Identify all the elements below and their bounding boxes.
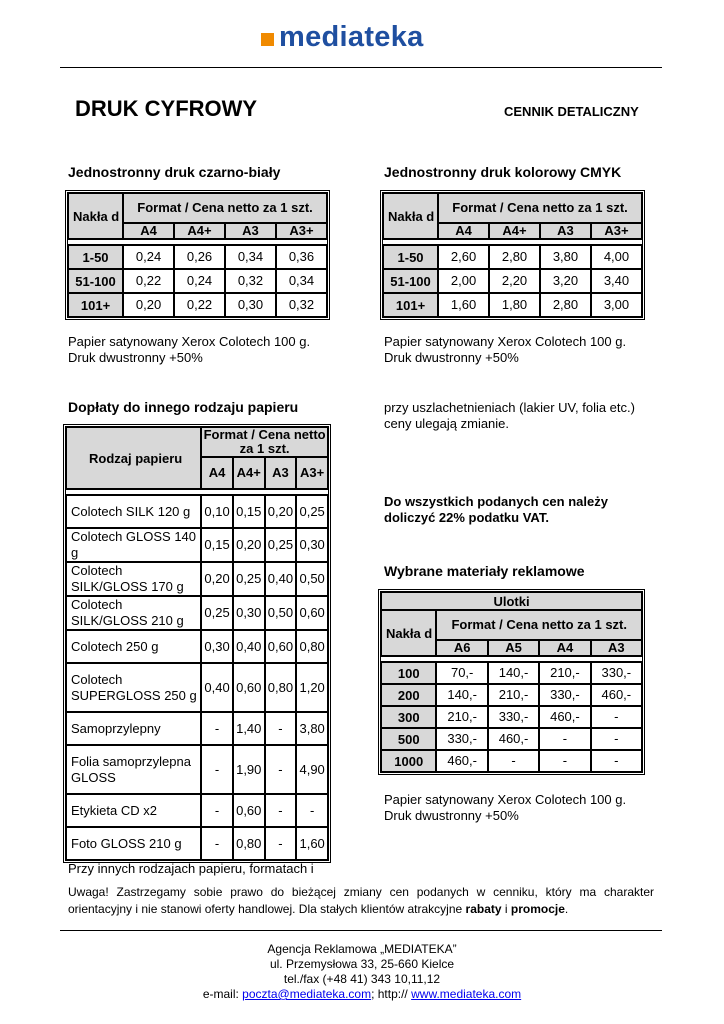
qty-label: 200 (381, 684, 436, 706)
value-cell: 0,30 (225, 293, 276, 317)
table-row (381, 684, 642, 706)
top-divider (60, 67, 662, 68)
qty-label: 1-50 (68, 245, 123, 269)
value-cell: 0,50 (265, 596, 297, 630)
value-cell: 4,90 (296, 745, 328, 794)
value-cell: 0,30 (296, 528, 328, 562)
value-cell: 140,- (488, 662, 539, 684)
value-cell: 2,80 (540, 293, 591, 317)
table-row (68, 245, 327, 269)
format-group-header: Format / Cena netto za 1 szt. (436, 610, 642, 640)
qty-header: Nakła d (68, 193, 123, 239)
table-row (66, 663, 328, 712)
value-cell: 330,- (488, 706, 539, 728)
disclaimer-text: Uwaga! Zastrzegamy sobie prawo do bieżącej zmiany cen podanych w cenniku, który ma charakter orientacyjny i nie stanowi oferty handlowej. Dla stałych klientów atrakcyjne (68, 885, 654, 916)
uv-note: przy uszlachetnieniach (lakier UV, folia etc.) ceny ulegają zmianie. (384, 400, 635, 431)
format-header: A5 (488, 640, 539, 656)
value-cell: 210,- (436, 706, 487, 728)
table-header-row (383, 193, 642, 223)
footer-email-label: e-mail: (202, 987, 243, 1001)
value-cell: 330,- (539, 684, 590, 706)
vat-note: Do wszystkich podanych cen należy doliczyć 22% podatku VAT. (384, 494, 608, 525)
format-header: A4 (539, 640, 590, 656)
value-cell: 0,30 (201, 630, 233, 663)
qty-label: 100 (381, 662, 436, 684)
value-cell: 140,- (436, 684, 487, 706)
footer-address: ul. Przemysłowa 33, 25-660 Kielce (269, 957, 455, 971)
value-cell: - (591, 728, 642, 750)
qty-label: 101+ (383, 293, 438, 317)
value-cell: 460,- (591, 684, 642, 706)
value-cell: 330,- (591, 662, 642, 684)
color-note (384, 334, 626, 366)
value-cell: 0,15 (201, 528, 233, 562)
value-cell: 2,80 (489, 245, 540, 269)
value-cell: 0,24 (123, 245, 174, 269)
disclaimer-promocje: promocje (510, 902, 565, 916)
value-cell: 0,32 (276, 293, 327, 317)
value-cell: 3,80 (296, 712, 328, 745)
footer-contact (0, 987, 724, 1002)
value-cell: - (201, 745, 233, 794)
table-row (68, 269, 327, 293)
qty-header: Nakła d (381, 610, 436, 656)
value-cell: 460,- (436, 750, 487, 772)
value-cell: - (201, 827, 233, 860)
value-cell: - (539, 728, 590, 750)
format-header: A6 (436, 640, 487, 656)
value-cell: 0,32 (225, 269, 276, 293)
paper-name: Foto GLOSS 210 g (66, 827, 201, 860)
value-cell: 3,40 (591, 269, 642, 293)
format-group-header: Format / Cena netto za 1 szt. (201, 427, 328, 457)
paper-name: Colotech SILK 120 g (66, 495, 201, 528)
table-header-row (66, 427, 328, 457)
value-cell: 0,50 (296, 562, 328, 596)
qty-label: 1000 (381, 750, 436, 772)
ads-note (384, 792, 626, 824)
value-cell: - (591, 706, 642, 728)
website-link[interactable]: www.mediateka.com (411, 987, 522, 1001)
paper-heading: Dopłaty do innego rodzaju papieru (68, 399, 299, 415)
bw-note-paper: Papier satynowany Xerox Colotech 100 g. (68, 334, 311, 349)
format-header: A4+ (489, 223, 540, 239)
table-header-row (381, 610, 642, 640)
format-header: A3+ (591, 223, 642, 239)
bw-price-table (65, 190, 330, 320)
paper-name: Colotech SILK/GLOSS 170 g (66, 562, 201, 596)
disclaimer-end: . (564, 902, 569, 916)
value-cell: 1,20 (296, 663, 328, 712)
value-cell: 0,24 (174, 269, 225, 293)
value-cell: 0,25 (201, 596, 233, 630)
value-cell: - (265, 794, 297, 827)
value-cell: 0,30 (233, 596, 265, 630)
table-row (381, 750, 642, 772)
footer-agency: Agencja Reklamowa „MEDIATEKA” (267, 942, 457, 956)
qty-label: 300 (381, 706, 436, 728)
value-cell: 0,80 (296, 630, 328, 663)
qty-label: 500 (381, 728, 436, 750)
value-cell: 330,- (436, 728, 487, 750)
disclaimer-mid: i (501, 902, 511, 916)
footer-phone: tel./fax (+48 41) 343 10,11,12 (283, 972, 441, 986)
format-group-header: Format / Cena netto za 1 szt. (123, 193, 327, 223)
value-cell: 1,60 (438, 293, 489, 317)
value-cell: 0,36 (276, 245, 327, 269)
table-row (383, 245, 642, 269)
value-cell: - (265, 712, 297, 745)
table-row (66, 528, 328, 562)
qty-label: 1-50 (383, 245, 438, 269)
qty-header: Nakła d (383, 193, 438, 239)
value-cell: 2,20 (489, 269, 540, 293)
value-cell: 1,40 (233, 712, 265, 745)
value-cell: 0,40 (233, 630, 265, 663)
value-cell: 4,00 (591, 245, 642, 269)
bw-note (68, 334, 310, 366)
value-cell: 0,26 (174, 245, 225, 269)
value-cell: 210,- (488, 684, 539, 706)
page-title: DRUK CYFROWY (75, 96, 258, 121)
value-cell: 210,- (539, 662, 590, 684)
table-row (66, 745, 328, 794)
paper-name: Colotech SUPERGLOSS 250 g (66, 663, 201, 712)
table-title-row (381, 592, 642, 610)
value-cell: - (539, 750, 590, 772)
table-row (381, 706, 642, 728)
logo-square-icon (261, 33, 274, 46)
disclaimer (68, 884, 654, 918)
value-cell: 0,60 (296, 596, 328, 630)
ads-note-paper: Papier satynowany Xerox Colotech 100 g. (384, 792, 627, 807)
table-row (383, 293, 642, 317)
ads-note-duplex: Druk dwustronny +50% (384, 808, 519, 823)
value-cell: 0,40 (201, 663, 233, 712)
value-cell: 460,- (488, 728, 539, 750)
format-header: A3 (540, 223, 591, 239)
value-cell: - (591, 750, 642, 772)
value-cell: 0,20 (201, 562, 233, 596)
paper-name: Colotech 250 g (66, 630, 201, 663)
format-header: A4 (123, 223, 174, 239)
color-price-table (380, 190, 645, 320)
table-row (66, 794, 328, 827)
value-cell: 70,- (436, 662, 487, 684)
value-cell: 0,22 (174, 293, 225, 317)
value-cell: - (488, 750, 539, 772)
value-cell: 0,60 (233, 794, 265, 827)
value-cell: 460,- (539, 706, 590, 728)
page-subtitle: CENNIK DETALICZNY (504, 104, 639, 119)
color-note-paper: Papier satynowany Xerox Colotech 100 g. (384, 334, 627, 349)
value-cell: 0,80 (265, 663, 297, 712)
value-cell: 0,22 (123, 269, 174, 293)
logo (261, 22, 424, 52)
format-header: A4 (201, 457, 233, 489)
table-row (66, 596, 328, 630)
format-header: A4 (438, 223, 489, 239)
value-cell: - (201, 712, 233, 745)
paper-surcharge-table (63, 424, 331, 863)
value-cell: 0,25 (296, 495, 328, 528)
format-header: A4+ (233, 457, 265, 489)
email-link[interactable]: poczta@mediateka.com (242, 987, 372, 1001)
table-row (66, 495, 328, 528)
table-header-row (68, 193, 327, 223)
ads-heading: Wybrane materiały reklamowe (384, 563, 585, 579)
table-row (381, 728, 642, 750)
table-row (66, 827, 328, 860)
paper-name: Etykieta CD x2 (66, 794, 201, 827)
table-row (66, 562, 328, 596)
format-header: A3+ (296, 457, 328, 489)
table-row (66, 630, 328, 663)
table-title: Ulotki (381, 592, 642, 610)
value-cell: 0,80 (233, 827, 265, 860)
value-cell: 0,15 (233, 495, 265, 528)
format-header: A3 (225, 223, 276, 239)
color-heading: Jednostronny druk kolorowy CMYK (384, 164, 622, 180)
value-cell: 0,20 (265, 495, 297, 528)
footer-http-label: ; http:// (371, 987, 412, 1001)
paper-note: Przy innych rodzajach papieru, formatach i (68, 861, 314, 876)
paper-name: Folia samoprzylepna GLOSS (66, 745, 201, 794)
qty-header: Rodzaj papieru (66, 427, 201, 489)
value-cell: 3,00 (591, 293, 642, 317)
table-row (66, 712, 328, 745)
format-header: A3 (591, 640, 642, 656)
qty-label: 51-100 (68, 269, 123, 293)
value-cell: 0,20 (233, 528, 265, 562)
format-header: A3+ (276, 223, 327, 239)
ads-price-table (378, 589, 645, 775)
value-cell: 1,60 (296, 827, 328, 860)
table-row (383, 269, 642, 293)
value-cell: 1,90 (233, 745, 265, 794)
value-cell: - (296, 794, 328, 827)
format-header: A4+ (174, 223, 225, 239)
table-row (68, 293, 327, 317)
value-cell: 3,80 (540, 245, 591, 269)
footer (0, 942, 724, 1002)
paper-name: Colotech SILK/GLOSS 210 g (66, 596, 201, 630)
logo-text: mediateka (279, 21, 424, 53)
paper-name: Colotech GLOSS 140 g (66, 528, 201, 562)
bottom-divider (60, 930, 662, 931)
disclaimer-rabaty: rabaty (465, 902, 502, 916)
format-header: A3 (265, 457, 297, 489)
value-cell: - (201, 794, 233, 827)
color-note-duplex: Druk dwustronny +50% (384, 350, 519, 365)
value-cell: - (265, 745, 297, 794)
bw-heading: Jednostronny druk czarno-biały (68, 164, 281, 180)
value-cell: 0,60 (233, 663, 265, 712)
value-cell: - (265, 827, 297, 860)
table-row (381, 662, 642, 684)
value-cell: 0,34 (225, 245, 276, 269)
value-cell: 0,25 (233, 562, 265, 596)
value-cell: 1,80 (489, 293, 540, 317)
value-cell: 0,40 (265, 562, 297, 596)
value-cell: 0,20 (123, 293, 174, 317)
bw-note-duplex: Druk dwustronny +50% (68, 350, 203, 365)
value-cell: 0,34 (276, 269, 327, 293)
value-cell: 0,60 (265, 630, 297, 663)
value-cell: 2,60 (438, 245, 489, 269)
value-cell: 0,10 (201, 495, 233, 528)
qty-label: 101+ (68, 293, 123, 317)
value-cell: 3,20 (540, 269, 591, 293)
value-cell: 2,00 (438, 269, 489, 293)
paper-name: Samoprzylepny (66, 712, 201, 745)
format-group-header: Format / Cena netto za 1 szt. (438, 193, 642, 223)
value-cell: 0,25 (265, 528, 297, 562)
qty-label: 51-100 (383, 269, 438, 293)
